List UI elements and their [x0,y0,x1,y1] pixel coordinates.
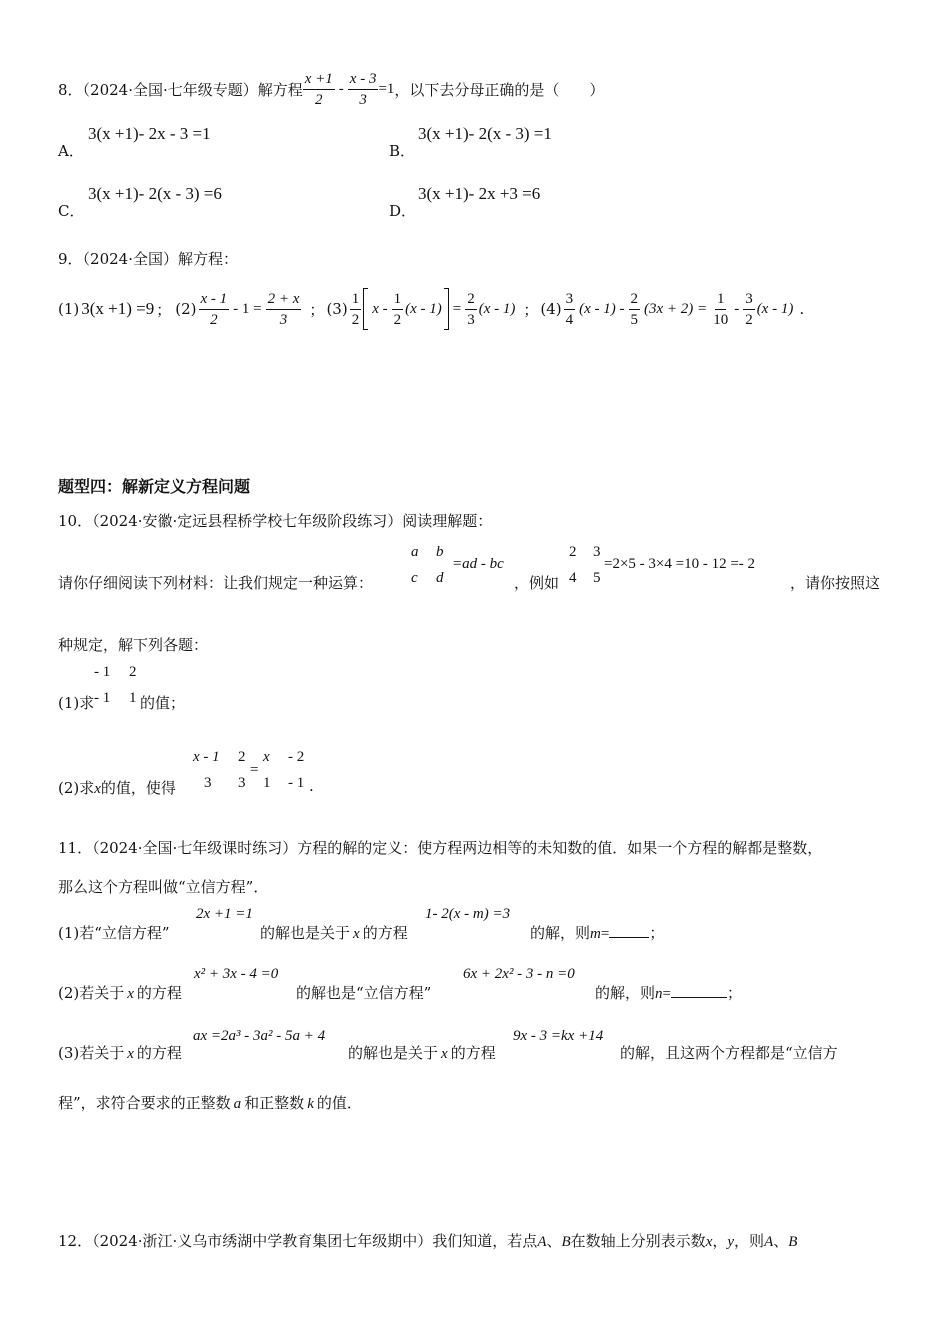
q8-option-c-expr: 3(x +1)- 2(x - 3) =6 [88,184,222,203]
q11-p2-mid2: 的解也是“立信方程” [296,984,432,1002]
q8-fraction-2: $\frac{x - 3}{3}$ [349,70,377,108]
q10-p2-left-c: 3 [204,775,212,791]
q9-eq2-frac1: $\frac{x - 1}{2}$ [200,290,228,328]
q11-p3-eq2: 9x - 3 =kx +14 [513,1028,604,1044]
q10-def-a: a [411,544,419,560]
q10-ex-rhs: =2×5 - 3×4 =10 - 12 =- 2 [604,556,756,572]
q9-eq4-frac1: $\frac{3}{4}$ [565,290,574,328]
q8-option-d-expr: 3(x +1)- 2x +3 =6 [418,184,541,203]
q11-p3-line2: 程”，求符合要求的正整数 a 和正整数 k 的值． [58,1094,362,1112]
q10-p2-right-b: - 2 [288,749,305,765]
q9-eq3-left-bracket [363,288,368,330]
q9-eq4-frac3: $\frac{1}{10}$ [713,290,729,328]
q8-option-b-label: B． [389,142,416,160]
q11-p2-answer-blank [671,983,727,998]
q10-p2-right-d: - 1 [288,775,305,791]
q11-part3: (3)若关于 x 的方程 [58,1044,182,1062]
q11-p3-mid2: 的解也是关于 x 的方程 [348,1044,496,1062]
q10-def-c: c [411,570,418,586]
q8-option-b-expr: 3(x +1)- 2(x - 3) =1 [418,124,552,143]
q10-line1-post: ，请你按照这 [790,574,881,592]
q9-eq3-frac2: $\frac{1}{2}$ [393,290,402,328]
q10-ex-c: 4 [569,570,577,586]
q8-option-d-label: D． [389,202,417,220]
q10-p2-equals: = [250,762,259,778]
q10-line1-text: 请你仔细阅读下列材料：让我们规定一种运算： [58,574,374,592]
q8-option-a-expr: 3(x +1)- 2x - 3 =1 [88,124,211,143]
q9-eq3-frac3: $\frac{2}{3}$ [467,290,475,328]
q12-line: 12．（2024·浙江·义乌市绣湖中学教育集团七年级期中）我们知道，若点A、B在数轴上分别表示数x，y，则A、B [58,1232,798,1250]
q10-p2-left-a: x - 1 [193,749,220,765]
q8-option-c-label: C． [58,202,85,220]
q8-prompt-post: ，以下去分母正确的是（ ） [394,80,605,99]
q11-p1-eq1: 2x +1 =1 [196,906,253,922]
q8-prompt: 8．（2024·全国·七年级专题）解方程 $\frac{x +1}{2}$ - $\frac{x - 3}{3}$ =1 ，以下去分母正确的是（ ） [58,70,605,108]
q10-def-rhs: =ad - bc [452,556,504,572]
q11-part1: (1)若“立信方程” [58,924,170,942]
q8-prompt-text: 8．（2024·全国·七年级专题）解方程 [58,80,303,99]
q10-part1-post: 的值； [140,694,186,712]
q10-p1-c: - 1 [94,690,111,706]
q10-p2-left-d: 3 [238,775,246,791]
q10-p2-right-a: x [263,749,270,765]
q11-p1-answer-blank [609,923,649,938]
q9-eq3-frac1: $\frac{1}{2}$ [351,290,360,328]
q10-p2-left-b: 2 [238,749,246,765]
q9-equations: (1) 3(x +1) =9 ； (2) $\frac{x - 1}{2}$ - 1 = $\frac{2 + x}{3}$ ； (3) $\frac{1}{2}$ x - $\frac{1}{2}$ (x - 1) = $\frac{2}{3}$ (x - 1) ； (4) $\frac{3}{4}$ (x - 1) - $\frac{2}{5}$ (3x + 2) = $\frac{1}{10}$ - $\frac{3}{2}$ (x - 1) . [58,282,804,336]
q10-p1-a: - 1 [94,664,111,680]
q9-eq3-right-bracket [444,288,449,330]
q9-prompt: 9．（2024·全国）解方程： [58,250,238,268]
q10-example-label: ，例如 [514,574,560,592]
q11-p2-eq2: 6x + 2x² - 3 - n =0 [463,966,575,982]
q11-line2: 那么这个方程叫做“立信方程”． [58,878,269,896]
q9-eq1: 3(x +1) =9 [81,299,155,318]
q11-p3-eq1: ax =2a³ - 3a² - 5a + 4 [193,1028,326,1044]
q11-p2-post: 的解，则n= ； [595,984,742,1002]
q11-p2-eq1: x² + 3x - 4 =0 [194,966,279,982]
q10-ex-b: 3 [593,544,601,560]
q10-line2: 种规定，解下列各题： [58,636,209,654]
q10-p1-b: 2 [129,664,137,680]
q10-p2-right-c: 1 [263,775,271,791]
q10-ex-d: 5 [593,570,601,586]
q10-part2-pre: (2)求x的值，使得 [58,779,176,797]
q11-line1: 11．（2024·全国·七年级课时练习）方程的解的定义：使方程两边相等的未知数的值．如果一个方程的解都是整数， [58,839,823,857]
q10-ex-a: 2 [569,544,577,560]
q11-part2: (2)若关于 x 的方程 [58,984,182,1002]
q10-p1-d: 1 [129,690,137,706]
q10-p2-end: . [309,777,314,795]
q11-p1-mid: 的解也是关于 x 的方程 [260,924,408,942]
q10-prompt: 10．（2024·安徽·定远县程桥学校七年级阶段练习）阅读理解题： [58,512,493,530]
q11-p1-post: 的解，则m= ； [530,924,665,942]
q9-eq4-frac4: $\frac{3}{2}$ [745,290,753,328]
q10-part1-label: (1)求 [58,694,95,712]
section-heading: 题型四：解新定义方程问题 [58,477,251,496]
q9-eq4-frac2: $\frac{2}{5}$ [630,290,639,328]
q10-def-d: d [436,570,444,586]
q10-def-b: b [436,544,444,560]
q8-fraction-1: $\frac{x +1}{2}$ [304,70,333,108]
q11-p1-eq2: 1- 2(x - m) =3 [425,906,511,922]
q8-option-a-label: A． [58,142,84,160]
q11-p3-post: 的解，且这两个方程都是“立信方 [620,1044,838,1062]
q9-eq2-frac2: $\frac{2 + x}{3}$ [267,290,300,328]
